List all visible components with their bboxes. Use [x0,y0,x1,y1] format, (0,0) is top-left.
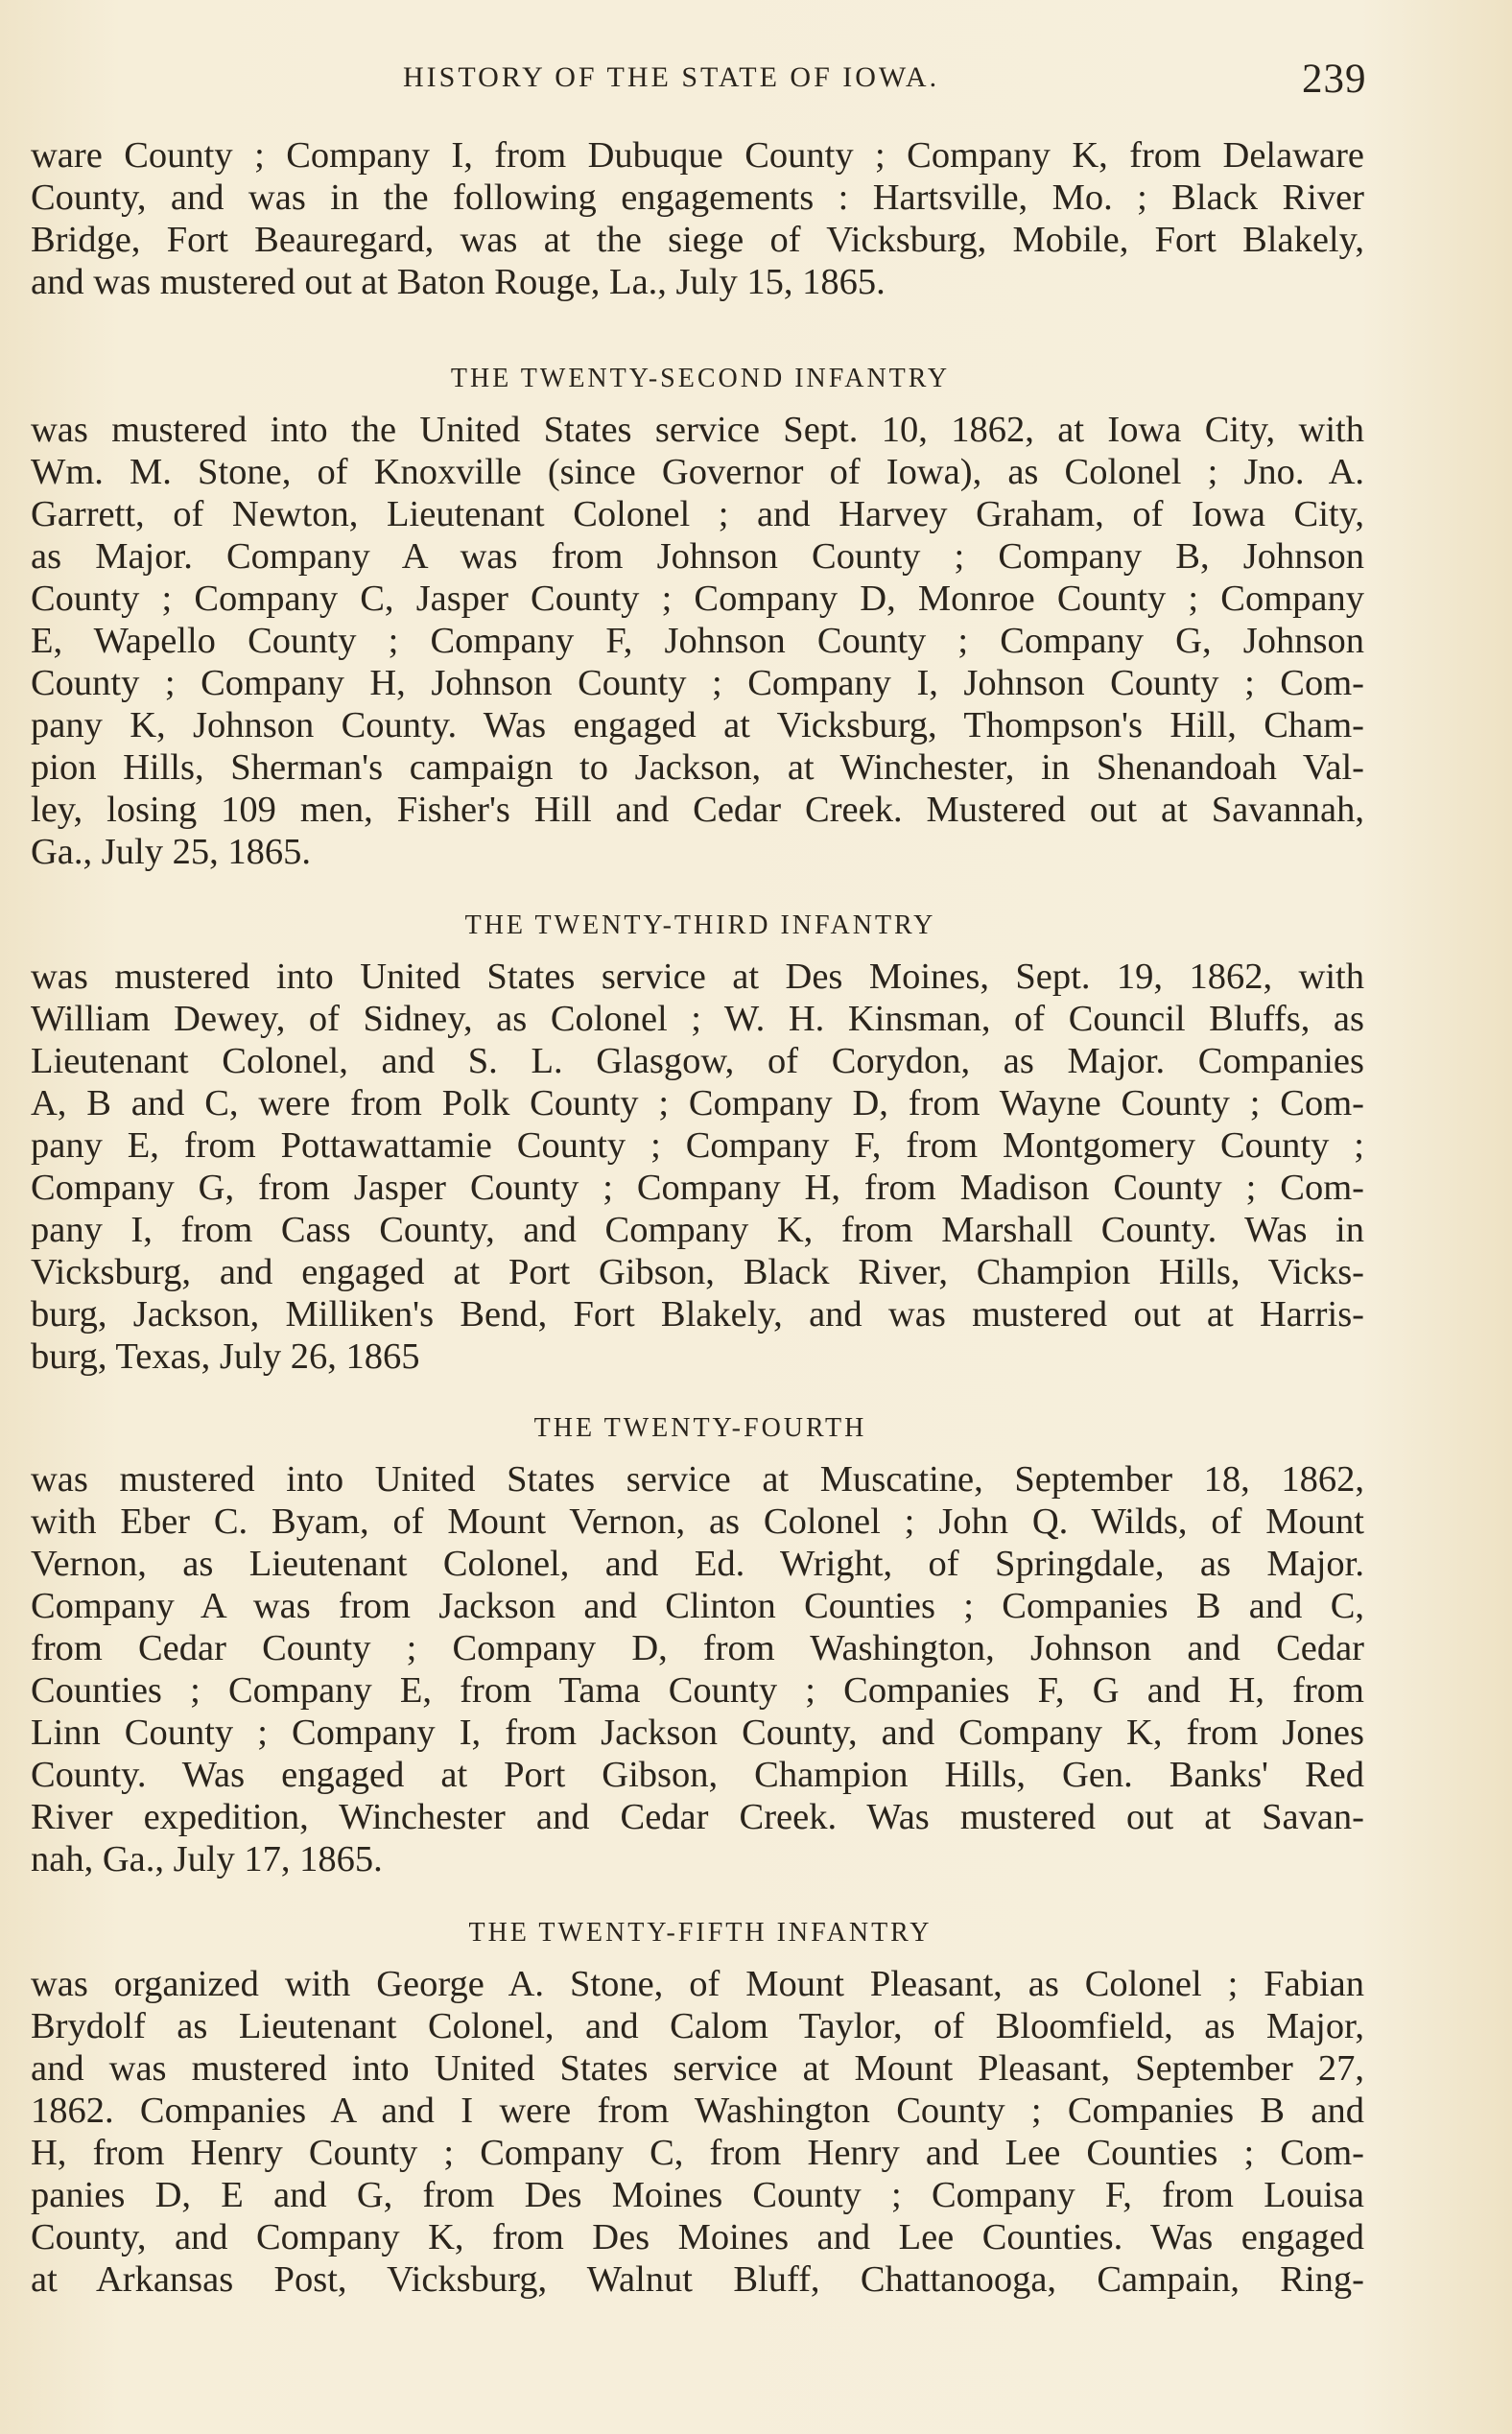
section-paragraph [31,956,1364,1378]
text-line: and was mustered out at Baton Rouge, La., July 15, 1865. [31,262,886,302]
text-line: Wm. M. Stone, of Knoxville (since Governor of Iowa), as Colonel ; Jno. A. [31,452,1364,492]
text-line: County ; Company H, Johnson County ; Company I, Johnson County ; Com- [31,663,1364,703]
text-line: from Cedar County ; Company D, from Washington, Johnson and Cedar [31,1628,1364,1668]
text-line: ware County ; Company I, from Dubuque County ; Company K, from Delaware [31,135,1364,176]
text-line: A, B and C, were from Polk County ; Company D, from Wayne County ; Com- [31,1083,1364,1123]
text-line: Vicksburg, and engaged at Port Gibson, Black River, Champion Hills, Vicks- [31,1252,1364,1292]
text-line: was organized with George A. Stone, of Mount Pleasant, as Colonel ; Fabian [31,1964,1364,2004]
text-line: Garrett, of Newton, Lieutenant Colonel ; and Harvey Graham, of Iowa City, [31,494,1364,534]
text-line: Counties ; Company E, from Tama County ; Companies F, G and H, from [31,1670,1364,1711]
text-line: was mustered into United States service at Des Moines, Sept. 19, 1862, with [31,957,1364,997]
text-line: 1862. Companies A and I were from Washington County ; Companies B and [31,2091,1364,2131]
text-line: as Major. Company A was from Johnson County ; Company B, Johnson [31,536,1364,577]
running-title: HISTORY OF THE STATE OF IOWA. [403,61,940,93]
page-number: 239 [1302,57,1367,102]
text-line: was mustered into the United States service Sept. 10, 1862, at Iowa City, with [31,410,1364,450]
text-line: Ga., July 25, 1865. [31,832,311,872]
text-line: with Eber C. Byam, of Mount Vernon, as Colonel ; John Q. Wilds, of Mount [31,1501,1364,1542]
text-line: Linn County ; Company I, from Jackson County, and Company K, from Jones [31,1713,1364,1753]
intro-section [0,134,1512,303]
intro-paragraph [31,134,1364,303]
text-line: County ; Company C, Jasper County ; Company D, Monroe County ; Company [31,579,1364,619]
text-line: River expedition, Winchester and Cedar Creek. Was mustered out at Savan- [31,1797,1364,1837]
section-twenty-second [0,355,1512,873]
text-line: Lieutenant Colonel, and S. L. Glasgow, of Corydon, as Major. Companies [31,1041,1364,1081]
section-paragraph [31,1963,1364,2301]
text-line: William Dewey, of Sidney, as Colonel ; W. H. Kinsman, of Council Bluffs, as [31,999,1364,1039]
text-line: panies D, E and G, from Des Moines County ; Company F, from Louisa [31,2175,1364,2215]
text-line: was mustered into United States service at Muscatine, September 18, 1862, [31,1459,1364,1500]
section-heading: THE TWENTY-THIRD INFANTRY [464,910,936,940]
text-line: Bridge, Fort Beauregard, was at the siege of Vicksburg, Mobile, Fort Blakely, [31,220,1364,260]
text-line: and was mustered into United States service at Mount Pleasant, September 27, [31,2048,1364,2089]
section-paragraph [31,1458,1364,1880]
text-line: pany I, from Cass County, and Company K, from Marshall County. Was in [31,1210,1364,1250]
text-line: Company A was from Jackson and Clinton Counties ; Companies B and C, [31,1586,1364,1626]
text-line: burg, Texas, July 26, 1865 [31,1336,420,1377]
running-head [0,56,1512,113]
text-line: H, from Henry County ; Company C, from Henry and Lee Counties ; Com- [31,2133,1364,2173]
text-line: Vernon, as Lieutenant Colonel, and Ed. Wright, of Springdale, as Major. [31,1544,1364,1584]
text-line: pion Hills, Sherman's campaign to Jackson, at Winchester, in Shenandoah Val- [31,747,1364,788]
text-line: nah, Ga., July 17, 1865. [31,1839,383,1879]
text-line: pany K, Johnson County. Was engaged at Vicksburg, Thompson's Hill, Cham- [31,705,1364,745]
section-heading: THE TWENTY-FIFTH INFANTRY [468,1918,933,1948]
text-line: E, Wapello County ; Company F, Johnson County ; Company G, Johnson [31,621,1364,661]
section-twenty-fourth [0,1405,1512,1880]
text-line: pany E, from Pottawattamie County ; Company F, from Montgomery County ; [31,1125,1364,1166]
section-twenty-third [0,902,1512,1378]
text-line: Company G, from Jasper County ; Company H, from Madison County ; Com- [31,1168,1364,1208]
text-line: Brydolf as Lieutenant Colonel, and Calom Taylor, of Bloomfield, as Major, [31,2006,1364,2046]
text-line: County. Was engaged at Port Gibson, Champion Hills, Gen. Banks' Red [31,1755,1364,1795]
section-heading: THE TWENTY-SECOND INFANTRY [450,364,951,393]
text-line: County, and was in the following engagements : Hartsville, Mo. ; Black River [31,177,1364,218]
text-line: burg, Jackson, Milliken's Bend, Fort Blakely, and was mustered out at Harris- [31,1294,1364,1335]
text-line: County, and Company K, from Des Moines and Lee Counties. Was engaged [31,2217,1364,2257]
section-twenty-fifth [0,1909,1512,2301]
section-paragraph [31,409,1364,873]
section-heading: THE TWENTY-FOURTH [533,1413,867,1443]
text-line: at Arkansas Post, Vicksburg, Walnut Bluff, Chattanooga, Campain, Ring- [31,2259,1364,2300]
text-line: ley, losing 109 men, Fisher's Hill and Cedar Creek. Mustered out at Savannah, [31,790,1364,830]
